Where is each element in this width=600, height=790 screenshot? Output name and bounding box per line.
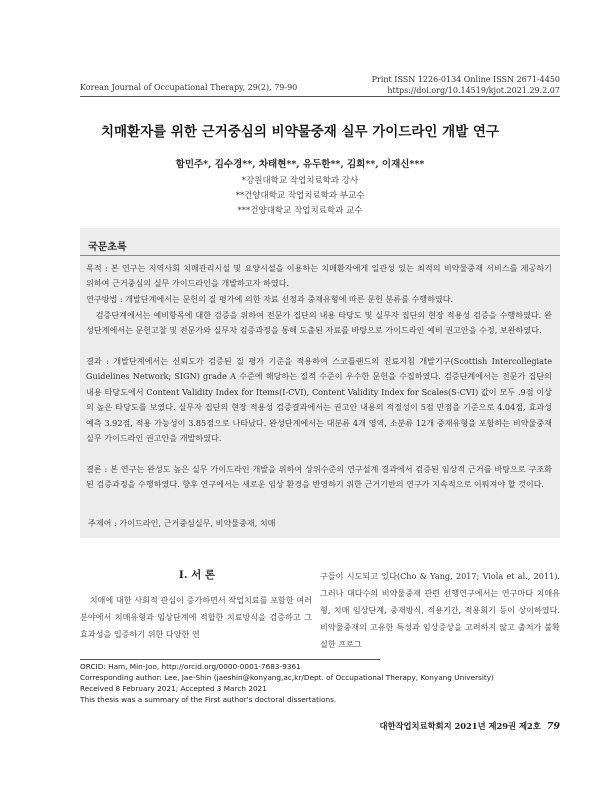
paper-title: 치매환자를 위한 근거중심의 비약물중재 실무 가이드라인 개발 연구 [100,124,500,140]
affiliation-3: ***건양대학교 작업치료학과 교수 [237,206,363,216]
header-divider [80,96,560,97]
abstract-results: 결과 : 개발단계에서는 신뢰도가 검증된 질 평가 기준을 적용하여 스코틀랜드의 진료지침 개발기구(Scottish Intercollegiate Guidelines Network; SIGN) grade A 수준에 해당하는 질적 수준이 우수한 문헌을 수집하였다. 검증단계에서는 전문가 집단의 내용 타당도에서 Content Validity Index for Items(I-CVI), Content Validity Index for Scales(S-CVI) 값이 모두 .9점 이상의 높은 타당도를 보였다. 실무자 집단의 현장 적용성 검증결과에서는 권고안 내용의 적절성이 5점 만점을 기준으로 4.04점, 효과성 예측 3.92점, 적용 가능성이 3.85점으로 나타났다. 완성단계에서는 대분류 4개 영역, 소분류 12개 중재유형을 포함하는 비약물중재 실무 가이드라인 권고안을 개발하였다. [86,356,552,444]
affiliation-2: **건양대학교 작업치료학과 부교수 [235,191,365,201]
abstract-methods-2: 검증단계에서는 예비항목에 대한 검증을 위하여 전문가 집단의 내용 타당도 및 실무자 집단의 현장 적용성 검증을 수행하였다. 완성단계에서는 문헌고찰 및 전문가와 실무자 검증과정을 통해 도출된 자료를 바탕으로 가이드라인 예비 권고안을 수정, 보완하였다. [86,310,552,336]
section-title: Ⅰ. 서 론 [178,569,216,581]
author-list: 함민주*, 김수경**, 차태현**, 유두한**, 김희**, 이재신*** [175,159,425,170]
page-number: 79 [546,721,560,732]
intro-right-column: 구들이 시도되고 있다(Cho & Yang, 2017; Viola et al., 2011). 그러나 대다수의 비약물중재 관련 선행연구에서는 연구마다 치매유형, 치매 임상단계, 중재방식, 적용기간, 적용회기 등이 상이하였다. 비약물중재의 고유한 특성과 임상증상을 고려하지 않고 출처가 불확실한 프로그 [320,571,560,649]
page-footer [379,720,560,732]
keywords: 주제어 : 가이드라인, 근거중심실무, 비약물중재, 치매 [88,518,276,528]
corresponding-author-note: Corresponding author: Lee, Jae-Shin (jaeshin@konyang,ac,kr/Dept. of Occupational Therapy, Konyang University) [80,673,494,682]
orcid-note[interactable]: ORCID: Ham, Min-Joo, http://orcid.org/0000-0001-7683-9361 [80,662,301,671]
abstract-conclusion: 결론 : 본 연구는 완성도 높은 실무 가이드라인 개발을 위하여 상위수준의 연구설계 결과에서 검증된 임상적 근거를 바탕으로 구조화된 검증과정을 수행하였다. 향후 연구에서는 새로운 임상 환경을 반영하기 위한 근거기반의 연구가 지속적으로 이뤄져야 할 것이다. [86,464,552,490]
footnotes [80,661,494,705]
journal-citation: Korean Journal of Occupational Therapy, 29(2), 79-90 [80,83,298,92]
abstract-heading: 국문초록 [88,242,127,253]
received-note: Received 8 February 2021; Accepted 3 March 2021 [80,684,267,693]
issn-text: Print ISSN 1226-0134 Online ISSN 2671-4450 [371,75,560,84]
abstract-divider [80,255,560,256]
abstract-methods-1: 연구방법 : 개발단계에서는 문헌의 질 평가에 의한 자료 선정과 중재유형에 따른 문헌 분류를 수행하였다. [86,294,454,304]
footnote-divider [80,659,380,660]
footer-journal: 대한작업치료학회지 2021년 제29권 제2호 [379,721,541,731]
abstract-purpose: 목적 : 본 연구는 지역사회 치매관리시설 및 요양시설을 이용하는 치매환자에게 일관성 있는 최적의 비약물중재 서비스를 제공하기 위하여 근거중심의 실무 가이드라인을 개발하고자 하였다. [86,263,552,289]
affiliation-1: *강원대학교 작업치료학과 강사 [241,176,359,186]
journal-identifiers [372,74,560,96]
intro-left-column: 치매에 대한 사회적 관심이 증가하면서 작업치료를 포함한 여러 분야에서 치매유형과 임상단계에 적합한 치료방식을 검증하고 그 효과성을 입증하기 위한 다양한 연 [80,595,312,639]
doi-link[interactable]: https://doi.org/10.14519/kjot.2021.29.2.07 [387,86,560,95]
thesis-note: This thesis was a summary of the First author's doctoral dissertations. [80,695,337,704]
